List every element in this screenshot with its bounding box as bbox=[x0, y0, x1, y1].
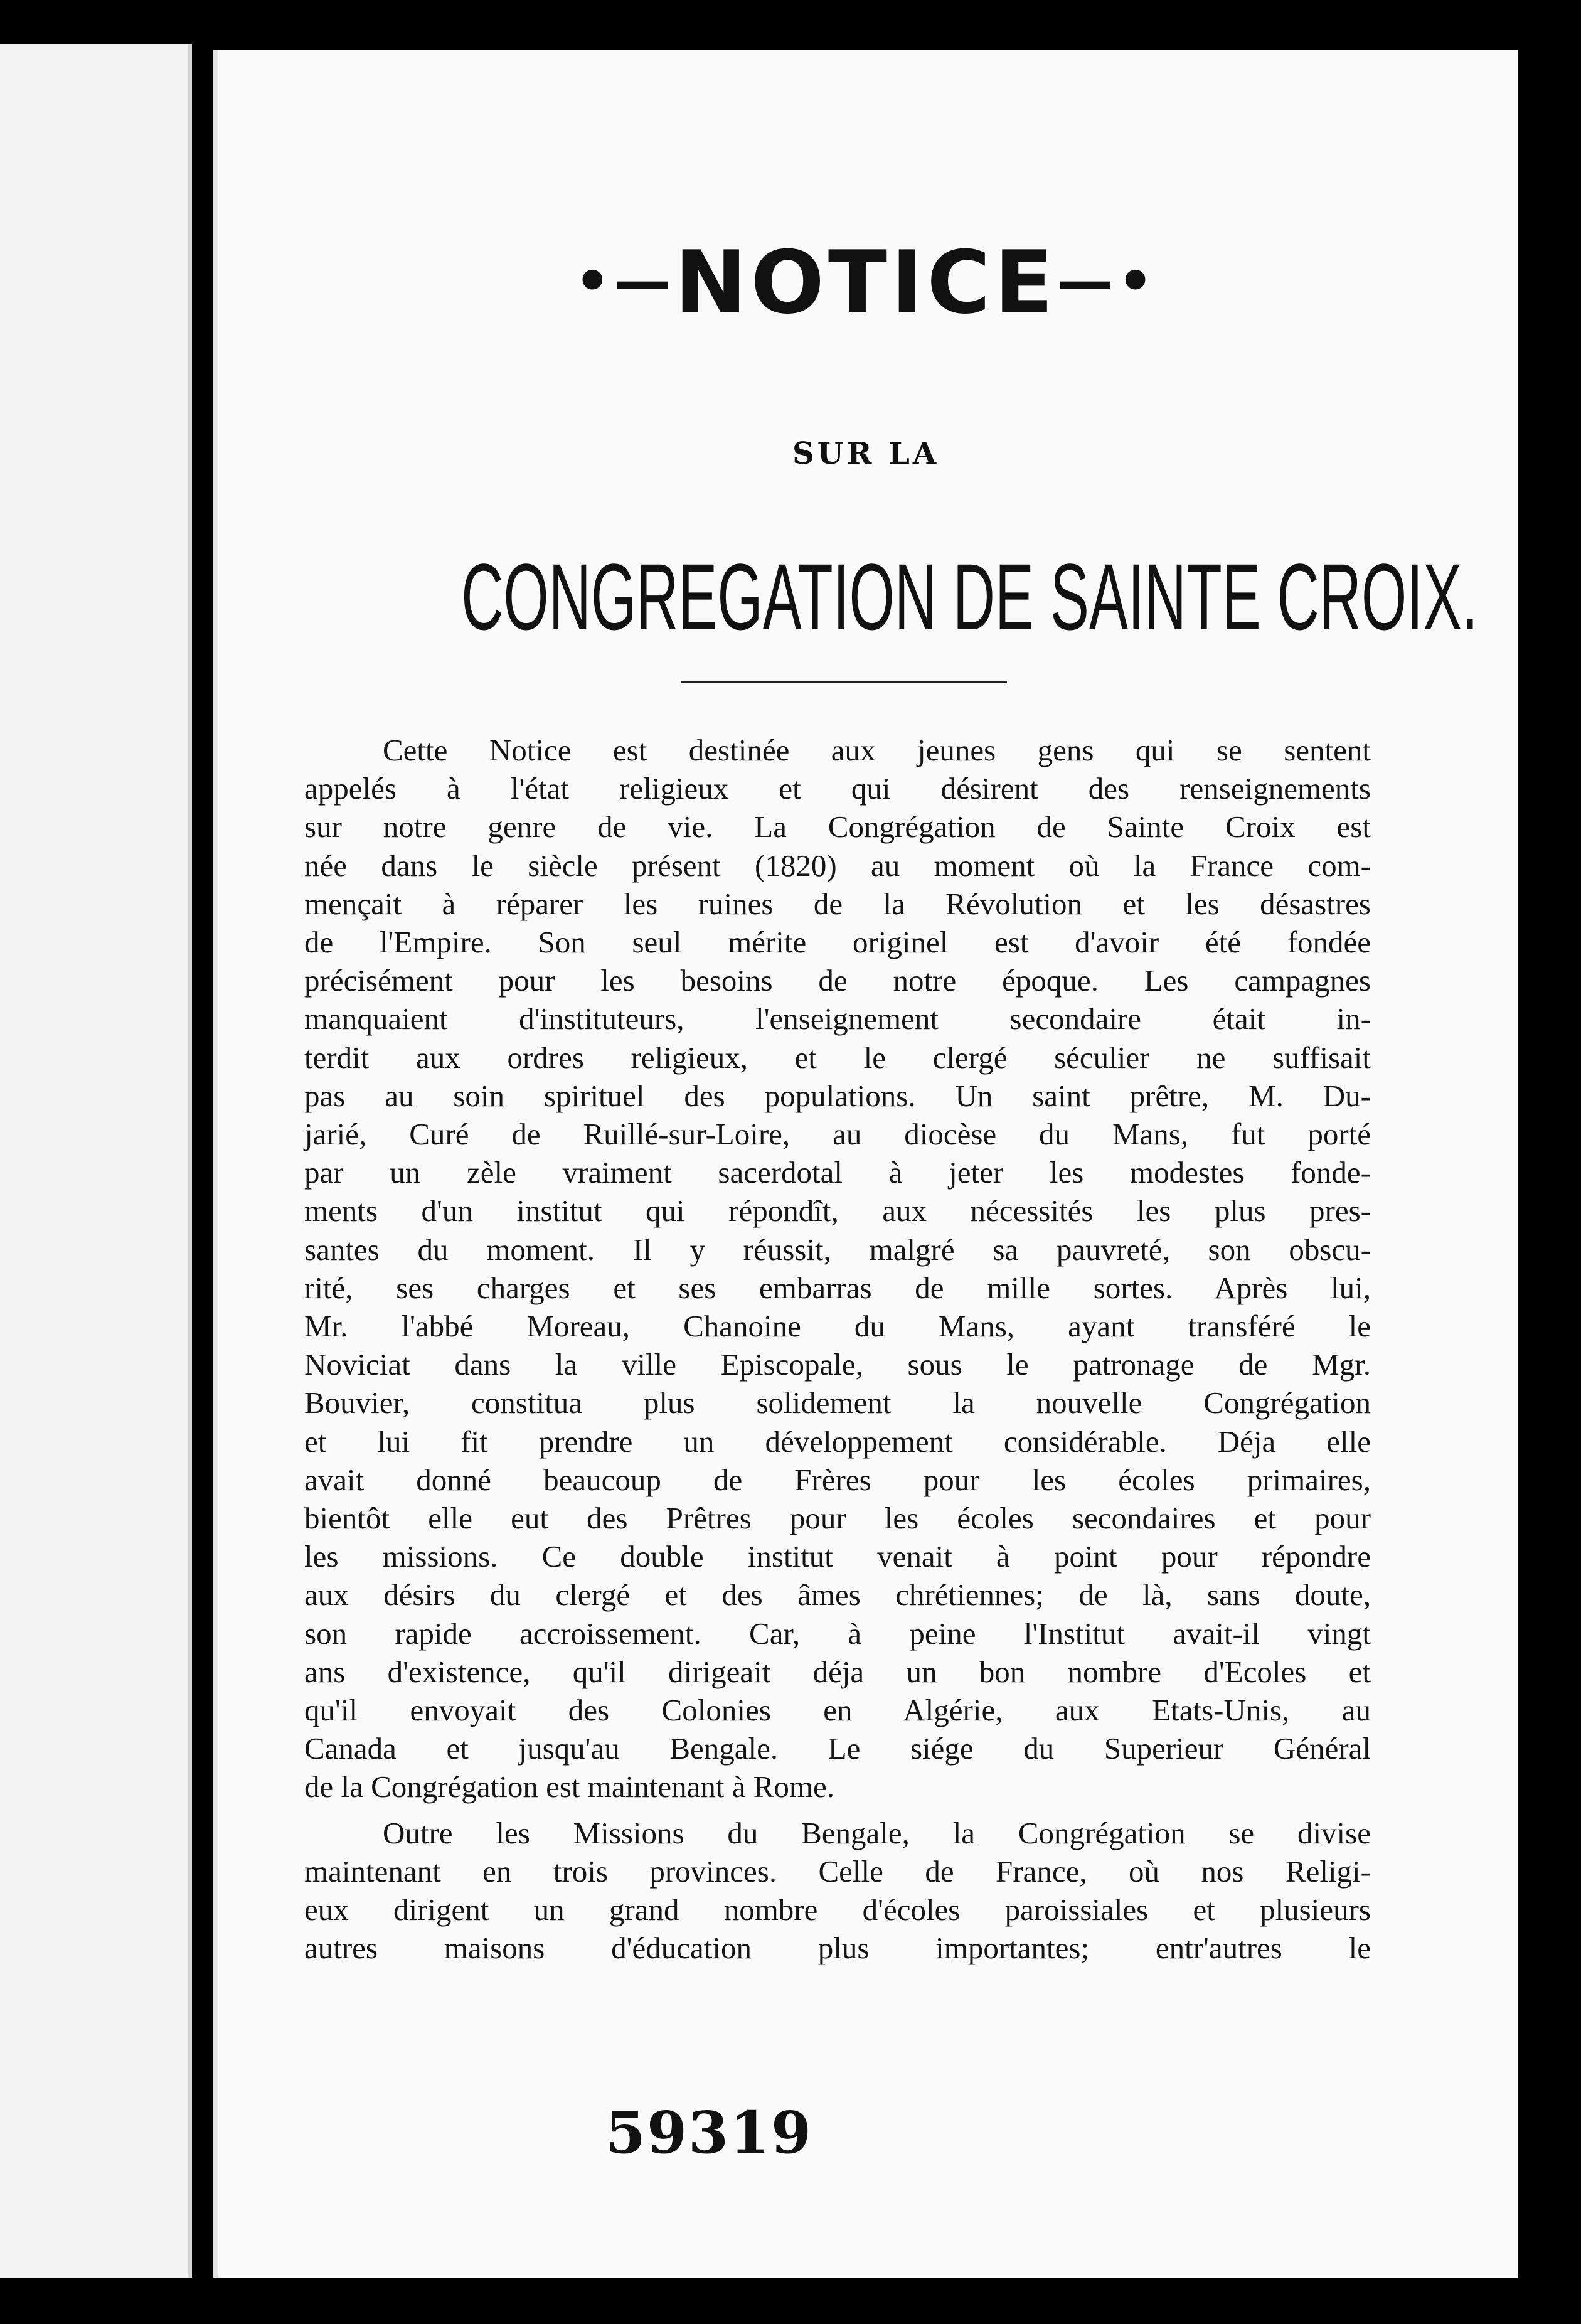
title-left-ornament: •— bbox=[574, 248, 675, 314]
paragraph-line: ans d'existence, qu'il dirigeait déja un bon nombre d'Ecoles et bbox=[304, 1654, 1371, 1689]
document-page bbox=[213, 50, 1518, 2278]
paragraph-line: précisément pour les besoins de notre époque. Les campagnes bbox=[304, 963, 1371, 998]
paragraph-line: de l'Empire. Son seul mérite originel est d'avoir été fondée bbox=[304, 925, 1371, 960]
page-title bbox=[213, 232, 1518, 333]
paragraph-line: ments d'un institut qui répondît, aux nécessités les plus pres- bbox=[304, 1193, 1371, 1229]
paragraph-line: avait donné beaucoup de Frères pour les écoles primaires, bbox=[304, 1462, 1371, 1497]
paragraph-line: manquaient d'instituteurs, l'enseignement secondaire était in- bbox=[304, 1001, 1371, 1037]
paragraph-line: mençait à réparer les ruines de la Révolution et les désastres bbox=[304, 886, 1371, 921]
paragraph-line: sur notre genre de vie. La Congrégation de Sainte Croix est bbox=[304, 809, 1371, 845]
paragraph-line: terdit aux ordres religieux, et le clergé séculier ne suffisait bbox=[304, 1040, 1371, 1075]
paragraph-line: et lui fit prendre un développement considérable. Déja elle bbox=[304, 1424, 1371, 1459]
congregation-heading: CONGREGATION DE SAINTE CROIX. bbox=[461, 544, 1478, 649]
paragraph-line: appelés à l'état religieux et qui désirent des renseignements bbox=[304, 771, 1371, 806]
previous-page-edge bbox=[0, 44, 192, 2278]
paragraph-line: qu'il envoyait des Colonies en Algérie, aux Etats-Unis, au bbox=[304, 1693, 1371, 1728]
subtitle: SUR LA bbox=[792, 436, 940, 471]
body-text bbox=[304, 731, 1371, 1968]
paragraph-line: Cette Notice est destinée aux jeunes gens qui se sentent bbox=[383, 733, 1371, 767]
heading-divider bbox=[681, 681, 1007, 683]
paragraph-line: santes du moment. Il y réussit, malgré sa pauvreté, son obscu- bbox=[304, 1232, 1371, 1267]
paragraph-line: de la Congrégation est maintenant à Rome. bbox=[304, 1769, 835, 1804]
paragraph-line: Canada et jusqu'au Bengale. Le siége du Superieur Général bbox=[304, 1731, 1371, 1766]
paragraph-line: par un zèle vraiment sacerdotal à jeter les modestes fonde- bbox=[304, 1155, 1371, 1190]
paragraph-line: aux désirs du clergé et des âmes chrétiennes; de là, sans doute, bbox=[304, 1577, 1371, 1612]
paragraph-line: Outre les Missions du Bengale, la Congrégation se divise bbox=[383, 1815, 1371, 1850]
title-text: NOTICE bbox=[674, 232, 1057, 333]
paragraph-line: son rapide accroissement. Car, à peine l'Institut avait-il vingt bbox=[304, 1616, 1371, 1651]
paragraph-line: rité, ses charges et ses embarras de mille sortes. Après lui, bbox=[304, 1270, 1371, 1305]
paragraph-line: Bouvier, constitua plus solidement la nouvelle Congrégation bbox=[304, 1385, 1371, 1421]
paragraph-line: pas au soin spirituel des populations. Un saint prêtre, M. Du- bbox=[304, 1078, 1371, 1113]
paragraph-line: née dans le siècle présent (1820) au moment où la France com- bbox=[304, 848, 1371, 883]
paragraph-line: bientôt elle eut des Prêtres pour les écoles secondaires et pour bbox=[304, 1501, 1371, 1536]
paragraph-line: Noviciat dans la ville Episcopale, sous le patronage de Mgr. bbox=[304, 1347, 1371, 1382]
paragraph-line: les missions. Ce double institut venait à point pour répondre bbox=[304, 1539, 1371, 1574]
paragraph-line: jarié, Curé de Ruillé-sur-Loire, au diocèse du Mans, fut porté bbox=[304, 1117, 1371, 1152]
catalog-number: 59319 bbox=[605, 2099, 813, 2167]
paragraph-line: Mr. l'abbé Moreau, Chanoine du Mans, ayant transféré le bbox=[304, 1309, 1371, 1344]
paragraph-line: autres maisons d'éducation plus importantes; entr'autres le bbox=[304, 1931, 1371, 1966]
paragraph-line: maintenant en trois provinces. Celle de France, où nos Religi- bbox=[304, 1853, 1371, 1889]
title-right-ornament: —• bbox=[1057, 248, 1158, 314]
paragraph-line: eux dirigent un grand nombre d'écoles paroissiales et plusieurs bbox=[304, 1892, 1371, 1927]
